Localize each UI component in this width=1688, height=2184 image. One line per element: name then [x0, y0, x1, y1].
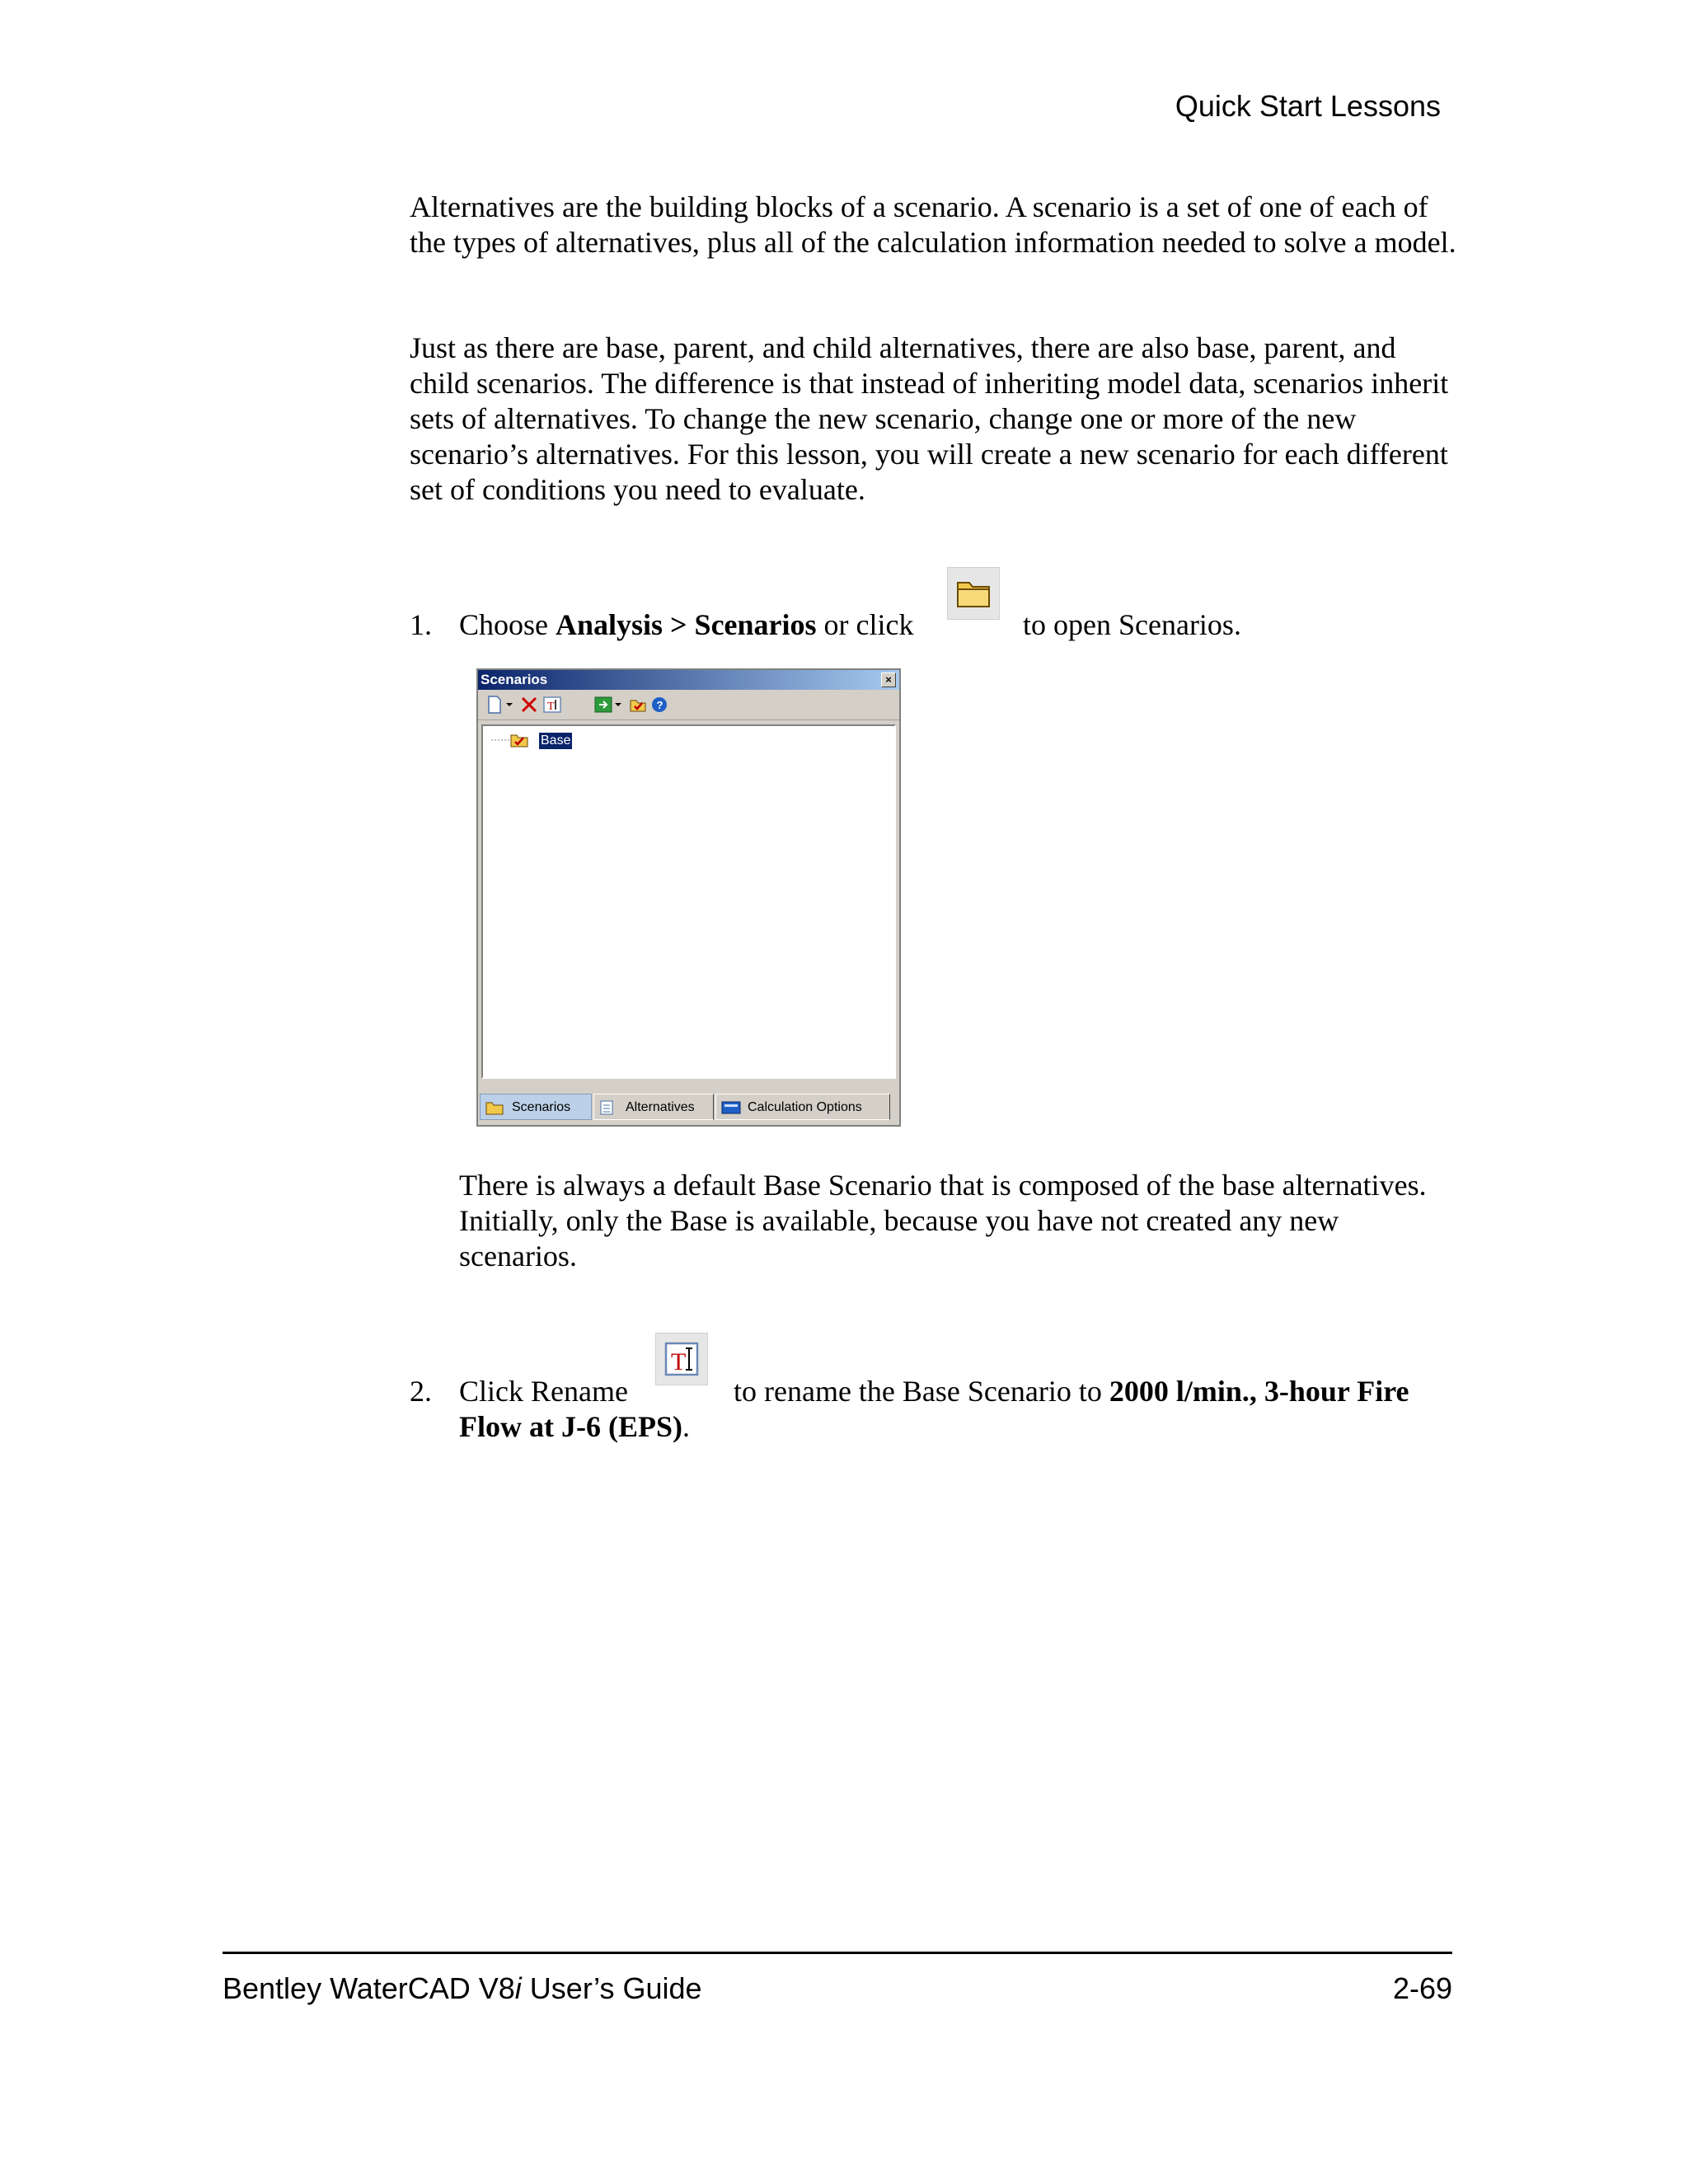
step-2-text-line-2	[459, 1409, 690, 1445]
footer-title-italic: i	[514, 1971, 522, 2005]
step-2-number: 2.	[410, 1375, 432, 1408]
alternatives-icon	[599, 1100, 617, 1115]
delete-icon[interactable]	[519, 695, 539, 715]
running-header: Quick Start Lessons	[1175, 89, 1441, 123]
calculator-icon	[721, 1100, 741, 1115]
tab-calculation-options[interactable]: Calculation Options	[715, 1094, 890, 1120]
compute-icon[interactable]	[593, 695, 613, 715]
scenarios-window	[476, 668, 901, 1127]
rename-icon	[656, 1333, 707, 1385]
svg-text:T: T	[547, 701, 555, 713]
page-number: 2-69	[1392, 1971, 1452, 2005]
scenario-check-icon	[491, 731, 537, 749]
scenario-tree	[481, 724, 896, 1079]
new-icon[interactable]	[485, 695, 504, 715]
step-1-menu-path: Analysis > Scenarios	[556, 608, 817, 641]
toolbar	[478, 690, 899, 720]
chevron-down-icon[interactable]	[504, 695, 514, 715]
step-1-prefix: Choose	[459, 608, 556, 641]
paragraph-scenarios: Just as there are base, parent, and child alternatives, there are also base, parent, and child scenarios. The difference is that instead of inheriting model data, scenarios inherit sets of alternatives. To change the new scenario, change one or more of the new scenario’s alternatives. For this lesson, you will create a new scenario for each different set of conditions you need to evaluate.	[410, 331, 1449, 506]
help-icon[interactable]	[649, 695, 669, 715]
folder-icon	[485, 1100, 504, 1115]
tree-item-base[interactable]	[491, 731, 571, 749]
step-2-new-name-line-1: 2000 l/min., 3-hour Fire	[1109, 1375, 1409, 1408]
step-1-suffix: to open Scenarios.	[1023, 608, 1241, 641]
close-button[interactable]: ×	[881, 673, 896, 687]
footer-title-end: User’s Guide	[521, 1971, 702, 2005]
step-2-text	[734, 1374, 1409, 1409]
footer-rule	[223, 1952, 1452, 1954]
tab-alternatives[interactable]: Alternatives	[593, 1094, 714, 1120]
tab-scenarios[interactable]: Scenarios	[480, 1094, 592, 1120]
step-1-number: 1.	[410, 608, 432, 641]
tree-item-base-label[interactable]: Base	[541, 733, 571, 748]
footer-book-title	[223, 1971, 702, 2006]
rename-icon[interactable]	[542, 695, 562, 715]
step-1-note: There is always a default Base Scenario that is composed of the base alternatives. Initially, only the Base is available, because you have not created any new scenarios.	[459, 1169, 1427, 1272]
folder-icon	[948, 568, 999, 619]
step-2-new-name-line-2: Flow at J-6 (EPS)	[459, 1410, 682, 1443]
make-current-icon[interactable]	[628, 695, 648, 715]
step-1-mid: or click	[816, 608, 914, 641]
window-titlebar	[478, 670, 899, 690]
step-1-text	[459, 607, 914, 643]
footer-title-main: Bentley WaterCAD V8	[223, 1971, 515, 2005]
chevron-down-icon[interactable]	[613, 695, 623, 715]
step-2-prefix: Click Rename	[459, 1375, 628, 1408]
tab-bar	[480, 1094, 898, 1122]
svg-text:?: ?	[656, 699, 663, 711]
scenarios-button[interactable]	[947, 567, 1000, 620]
paragraph-alternatives: Alternatives are the building blocks of a scenario. A scenario is a set of one of each of the types of alternatives, plus all of the calculation information needed to solve a model.	[410, 190, 1456, 259]
step-2-end: .	[682, 1410, 690, 1443]
rename-button[interactable]	[655, 1333, 708, 1385]
svg-text:T: T	[671, 1348, 687, 1376]
step-2-suffix: to rename the Base Scenario to	[734, 1375, 1109, 1408]
window-title: Scenarios	[481, 672, 548, 687]
